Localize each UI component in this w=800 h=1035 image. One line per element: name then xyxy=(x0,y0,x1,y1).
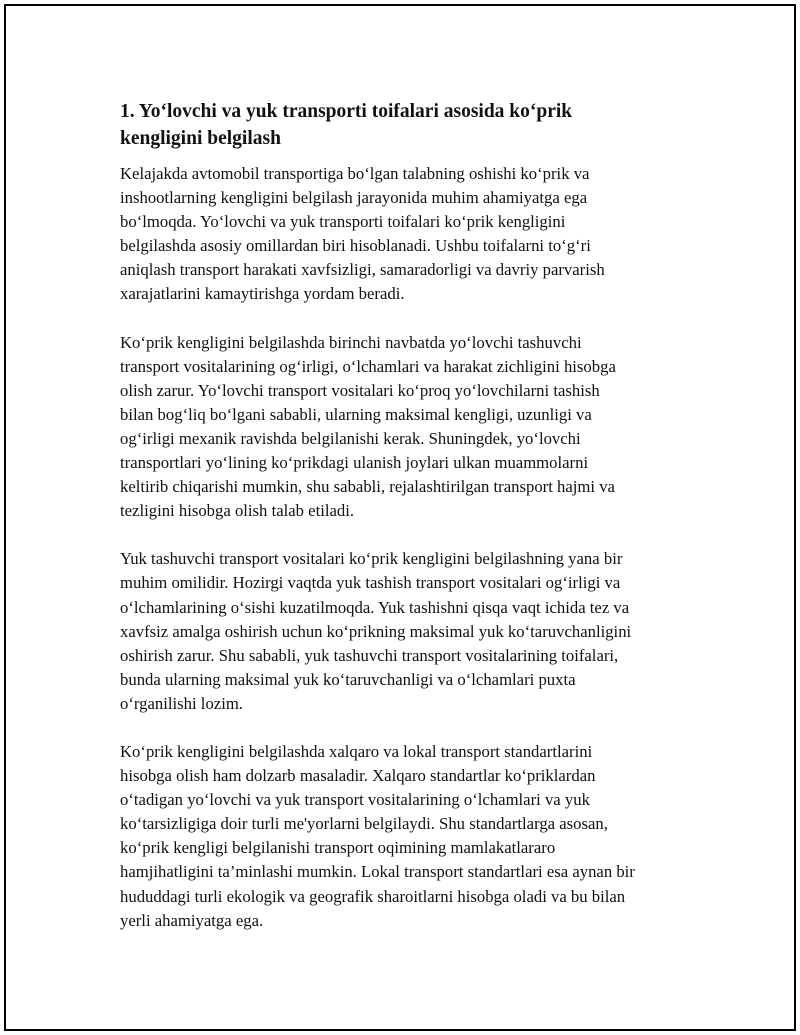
paragraph-line: keltirib chiqarishi mumkin, shu sababli, rejalashtirilgan transport hajmi va xyxy=(120,477,615,497)
paragraph-line: o‘lchamlarining o‘sishi kuzatilmoqda. Yuk tashishni qisqa vaqt ichida tez va xyxy=(120,597,630,617)
paragraph-line: yerli ahamiyatga ega. xyxy=(120,910,264,930)
section-heading xyxy=(120,98,700,152)
paragraph-line: tezligini hisobga olish talab etiladi. xyxy=(120,501,355,521)
paragraph-line: belgilashda asosiy omillardan biri hisoblanadi. Ushbu toifalarni to‘g‘ri xyxy=(120,236,591,256)
paragraph-line: hamjihatligini ta’minlashi mumkin. Lokal transport standartlari esa aynan bir xyxy=(120,862,635,882)
paragraph-line: Kelajakda avtomobil transportiga bo‘lgan talabning oshishi ko‘prik va xyxy=(120,164,590,183)
paragraph-3 xyxy=(120,547,700,716)
paragraph-line: oshirish zarur. Shu sababli, yuk tashuvchi transport vositalarining toifalari, xyxy=(120,645,619,665)
paragraph-line: inshootlarning kengligini belgilash jarayonida muhim ahamiyatga ega xyxy=(120,188,588,208)
paragraph-1 xyxy=(120,162,700,307)
paragraph-4 xyxy=(120,740,700,933)
paragraph-line: xavfsiz amalga oshirish uchun ko‘prikning maksimal yuk ko‘taruvchanligini xyxy=(120,621,632,641)
heading-line: kengligini belgilash xyxy=(120,128,281,149)
paragraph-line: ko‘prik kengligi belgilanishi transport oqimining mamlakatlararo xyxy=(120,838,556,858)
paragraph-line: transportlari yo‘lining ko‘prikdagi ulanish joylari ulkan muammolarni xyxy=(120,453,589,473)
page-frame xyxy=(4,4,796,1031)
paragraph-line: muhim omilidir. Hozirgi vaqtda yuk tashish transport vositalari og‘irligi va xyxy=(120,573,621,593)
document-body xyxy=(120,98,700,957)
paragraph-line: hududdagi turli ekologik va geografik sharoitlarni hisobga oladi va bu bilan xyxy=(120,886,626,906)
paragraph-line: hisobga olish ham dolzarb masaladir. Xalqaro standartlar ko‘priklardan xyxy=(120,766,596,786)
paragraph-line: og‘irligi mexanik ravishda belgilanishi kerak. Shuningdek, yo‘lovchi xyxy=(120,428,581,448)
paragraph-line: o‘tadigan yo‘lovchi va yuk transport vositalarining o‘lchamlari va yuk xyxy=(120,790,590,810)
paragraph-line: bilan bog‘liq bo‘lgani sababli, ularning maksimal kengligi, uzunligi va xyxy=(120,404,592,424)
paragraph-line: ko‘tarsizligiga doir turli me'yorlarni belgilaydi. Shu standartlarga asosan, xyxy=(120,814,608,834)
paragraph-line: o‘rganilishi lozim. xyxy=(120,693,243,713)
paragraph-line: Ko‘prik kengligini belgilashda xalqaro va lokal transport standartlarini xyxy=(120,741,593,761)
paragraph-line: bo‘lmoqda. Yo‘lovchi va yuk transporti toifalari ko‘prik kengligini xyxy=(120,212,566,232)
heading-line: 1. Yo‘lovchi va yuk transporti toifalari asosida ko‘prik xyxy=(120,101,573,122)
paragraph-line: Ko‘prik kengligini belgilashda birinchi navbatda yo‘lovchi tashuvchi xyxy=(120,332,582,352)
paragraph-2 xyxy=(120,331,700,524)
paragraph-line: olish zarur. Yo‘lovchi transport vositalari ko‘proq yo‘lovchilarni tashish xyxy=(120,380,600,400)
paragraph-line: xarajatlarini kamaytirishga yordam beradi. xyxy=(120,284,405,304)
paragraph-line: aniqlash transport harakati xavfsizligi, samaradorligi va davriy parvarish xyxy=(120,260,605,280)
paragraph-line: transport vositalarining og‘irligi, o‘lchamlari va harakat zichligini hisobga xyxy=(120,356,616,376)
paragraph-line: bunda ularning maksimal yuk ko‘taruvchanligi va o‘lchamlari puxta xyxy=(120,669,576,689)
paragraph-line: Yuk tashuvchi transport vositalari ko‘prik kengligini belgilashning yana bir xyxy=(120,549,623,569)
